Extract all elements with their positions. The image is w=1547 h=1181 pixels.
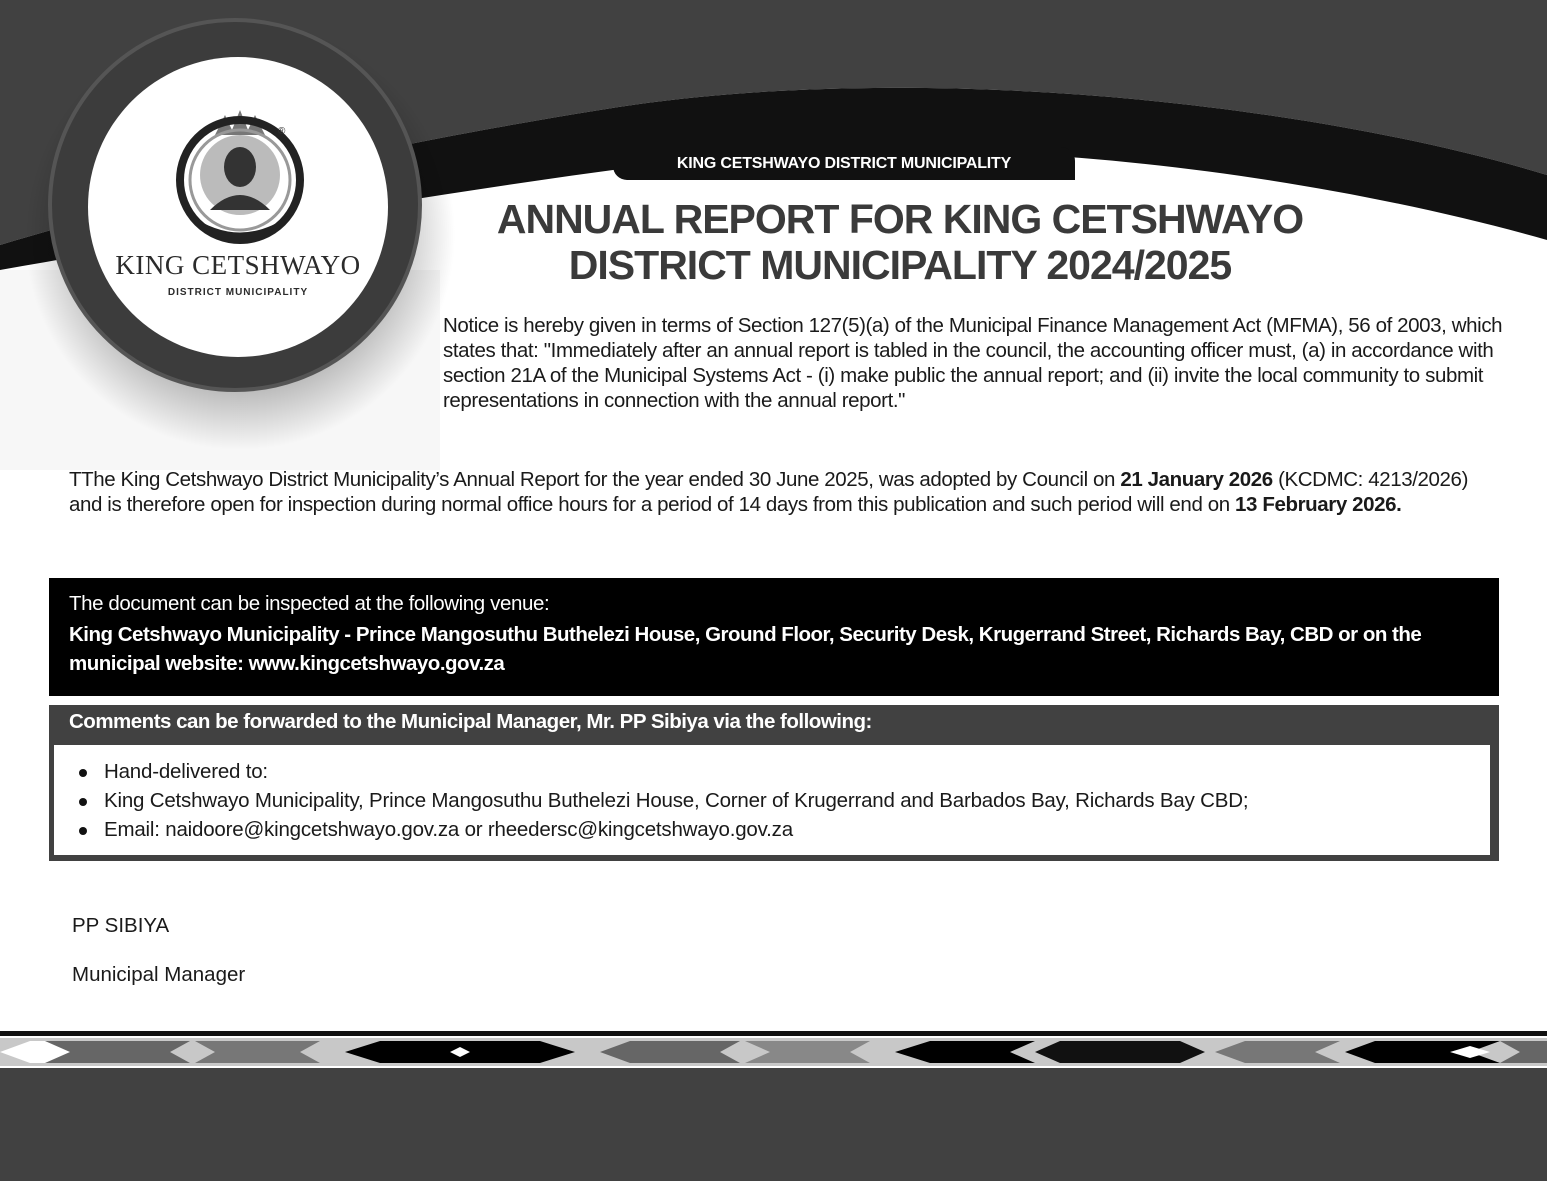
list-item-text: Hand-delivered to:	[104, 760, 268, 783]
list-item	[79, 815, 1248, 844]
bullet-icon	[79, 827, 87, 835]
adoption-date: 21 January 2026	[1120, 468, 1273, 491]
list-item-text: Email: naidoore@kingcetshwayo.gov.za or rheedersc@kingcetshwayo.gov.za	[104, 818, 793, 841]
header-tag	[613, 147, 1075, 180]
adoption-text-1: TThe King Cetshwayo District Municipality’s Annual Report for the year ended 30 June 2025, was adopted by Council on	[69, 468, 1121, 491]
header-tag-text: KING CETSHWAYO DISTRICT MUNICIPALITY	[676, 154, 1012, 172]
list-item	[79, 757, 1248, 786]
crest-icon	[160, 105, 320, 245]
signatory-role: Municipal Manager	[72, 963, 246, 986]
inspection-end-date: 13 February 2026.	[1235, 493, 1402, 516]
notice-paragraph: Notice is hereby given in terms of Section 127(5)(a) of the Municipal Finance Management Act (MFMA), 56 of 2003, which states that: "Immediately after an annual report is tabled in the council, the accounting officer must, (a) in accordance with section 21A of the Municipal Systems Act - (i) make public the annual report; and (ii) invite the local community to submit representations in connection with the annual report."	[443, 314, 1503, 412]
list-item-text: King Cetshwayo Municipality, Prince Mangosuthu Buthelezi House, Corner of Krugerrand and Barbados Bay, Richards Bay CBD;	[104, 789, 1249, 812]
venue-address: King Cetshwayo Municipality - Prince Mangosuthu Buthelezi House, Ground Floor, Security Desk, Krugerrand Street, Richards Bay, CBD or on the municipal website: www.kingcetshwayo.gov.za	[69, 623, 1422, 675]
adoption-paragraph	[69, 467, 1499, 517]
comments-box	[49, 705, 1499, 861]
bullet-icon	[79, 769, 87, 777]
logo-subtitle: DISTRICT MUNICIPALITY	[167, 287, 309, 298]
comments-title: Comments can be forwarded to the Municipal Manager, Mr. PP Sibiya via the following:	[69, 710, 872, 733]
comments-list	[79, 757, 1248, 844]
adoption-text-2: (KCDMC: 4213/2026) and is therefore open for inspection during normal office hours for a period of 14 days from this publication and such period will end on	[69, 468, 1468, 516]
comments-list-panel	[54, 745, 1490, 855]
title-line-1: ANNUAL REPORT FOR KING CETSHWAYO	[496, 196, 1304, 242]
venue-box	[49, 578, 1499, 696]
bullet-icon	[79, 798, 87, 806]
venue-intro: The document can be inspected at the following venue:	[69, 592, 550, 615]
signatory-name: PP SIBIYA	[72, 914, 170, 937]
registered-mark: ®	[278, 126, 286, 137]
zigzag-pattern	[0, 1041, 1547, 1063]
page-title	[440, 196, 1360, 288]
list-item	[79, 786, 1248, 815]
logo-name: KING CETSHWAYO	[115, 250, 361, 280]
title-line-2: DISTRICT MUNICIPALITY 2024/2025	[568, 242, 1232, 288]
